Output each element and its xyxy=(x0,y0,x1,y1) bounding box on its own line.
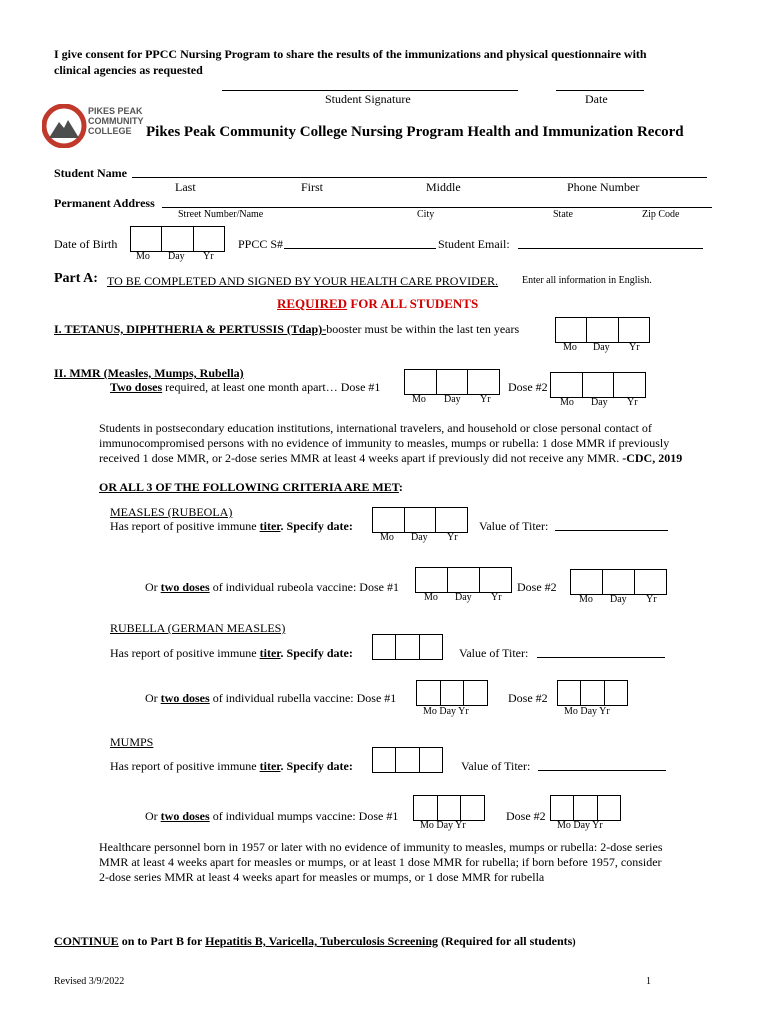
logo-line-3: COLLEGE xyxy=(88,126,132,136)
measles-value-label: Value of Titer: xyxy=(479,519,549,533)
measles-dose2-mo: Mo xyxy=(579,594,593,605)
tdap-yr: Yr xyxy=(629,342,640,353)
measles-dose2-yr: Yr xyxy=(646,594,657,605)
cdc-line-2: immunocompromised persons with no evidence of immunity to measles, mumps or rubella: 1 dose MMR if previously xyxy=(99,436,670,450)
tdap-mo: Mo xyxy=(563,342,577,353)
dob-label: Date of Birth xyxy=(54,237,118,251)
measles-dose2-label: Dose #2 xyxy=(517,580,557,594)
mumps-dose2-mdy: Mo Day Yr xyxy=(557,820,603,831)
mumps-dose1-mdy: Mo Day Yr xyxy=(420,820,466,831)
rubella-value-label: Value of Titer: xyxy=(459,646,529,660)
measles-dose2-day: Day xyxy=(610,594,627,605)
street-label: Street Number/Name xyxy=(178,209,264,220)
measles-value-field[interactable] xyxy=(555,530,668,531)
mmr-dose2-yr: Yr xyxy=(627,397,638,408)
healthcare-line-2: MMR at least 4 weeks apart for measles or mumps, or at least 1 dose MMR for rubella; if born before 1957, consider xyxy=(99,855,662,869)
rubella-dose1-boxes[interactable] xyxy=(416,680,488,706)
mumps-or-two-doses: Or two doses of individual mumps vaccine: Dose #1 xyxy=(145,809,399,823)
measles-titer-date-boxes[interactable] xyxy=(372,507,468,533)
part-a-label: Part A: xyxy=(54,271,98,286)
rubella-dose1-mdy: Mo Day Yr xyxy=(423,706,469,717)
rubella-titer-label: Has report of positive immune titer. Specify date: xyxy=(110,646,353,660)
mmr-dose2-label: Dose #2 xyxy=(508,380,548,394)
part-a-english: Enter all information in English. xyxy=(522,275,652,286)
measles-titer-label: Has report of positive immune titer. Specify date: xyxy=(110,519,353,533)
address-field[interactable] xyxy=(162,207,712,208)
mmr-heading: II. MMR (Measles, Mumps, Rubella) xyxy=(54,366,244,380)
student-name-label: Student Name xyxy=(54,166,128,180)
logo-line-2: COMMUNITY xyxy=(88,116,144,126)
rubella-or-two-doses: Or two doses of individual rubella vaccine: Dose #1 xyxy=(145,691,397,705)
dob-day: Day xyxy=(168,251,185,262)
measles-or-two-doses: Or two doses of individual rubeola vaccine: Dose #1 xyxy=(145,580,399,594)
or-all-3-criteria: OR ALL 3 OF THE FOLLOWING CRITERIA ARE MET: xyxy=(99,480,403,494)
page-number: 1 xyxy=(646,976,651,987)
rubella-heading: RUBELLA (GERMAN MEASLES) xyxy=(110,621,286,635)
mmr-dose1-boxes[interactable] xyxy=(404,369,500,395)
measles-heading: MEASLES (RUBEOLA) xyxy=(110,505,233,519)
logo-line-1: PIKES PEAK xyxy=(88,106,143,116)
logo-text xyxy=(88,106,144,136)
mumps-dose2-boxes[interactable] xyxy=(550,795,621,821)
dob-mo: Mo xyxy=(136,251,150,262)
ppcc-s-label: PPCC S# xyxy=(238,237,284,251)
mmr-two-doses: Two doses required, at least one month apart… Dose #1 xyxy=(110,380,381,394)
measles-dose1-day: Day xyxy=(455,592,472,603)
rubella-dose2-label: Dose #2 xyxy=(508,691,548,705)
mmr-dose1-day: Day xyxy=(444,394,461,405)
mumps-dose2-label: Dose #2 xyxy=(506,809,546,823)
email-label: Student Email: xyxy=(438,237,510,251)
tdap-day: Day xyxy=(593,342,610,353)
rubella-titer-date-boxes[interactable] xyxy=(372,634,443,660)
mmr-dose2-day: Day xyxy=(591,397,608,408)
mmr-dose2-mo: Mo xyxy=(560,397,574,408)
dob-yr: Yr xyxy=(203,251,214,262)
cdc-line-3: received 1 dose MMR, or 2-dose series MMR at least 4 weeks apart if previously did not receive any MMR. -CDC, 2019 xyxy=(99,451,683,465)
part-a-instruction: TO BE COMPLETED AND SIGNED BY YOUR HEALTH CARE PROVIDER. xyxy=(107,274,499,288)
city-label: City xyxy=(417,209,435,220)
permanent-address-label: Permanent Address xyxy=(54,196,155,210)
mmr-dose2-boxes[interactable] xyxy=(550,372,646,398)
date-line[interactable] xyxy=(556,90,644,91)
mmr-dose1-mo: Mo xyxy=(412,394,426,405)
last-label: Last xyxy=(175,180,196,194)
rubella-dose2-boxes[interactable] xyxy=(557,680,628,706)
revised-date: Revised 3/9/2022 xyxy=(54,976,125,987)
measles-titer-yr: Yr xyxy=(447,532,458,543)
measles-dose2-boxes[interactable] xyxy=(570,569,667,595)
phone-label: Phone Number xyxy=(567,180,640,194)
tdap-row: I. TETANUS, DIPHTHERIA & PERTUSSIS (Tdap)-booster must be within the last ten years xyxy=(54,322,520,336)
mumps-value-field[interactable] xyxy=(538,770,666,771)
zip-label: Zip Code xyxy=(642,209,680,220)
email-field[interactable] xyxy=(518,248,703,249)
measles-dose1-yr: Yr xyxy=(491,592,502,603)
state-label: State xyxy=(553,209,573,220)
consent-line-2: clinical agencies as requested xyxy=(54,63,203,77)
middle-label: Middle xyxy=(426,180,461,194)
mumps-titer-date-boxes[interactable] xyxy=(372,747,443,773)
date-label: Date xyxy=(585,92,608,106)
mumps-heading: MUMPS xyxy=(110,735,154,749)
measles-dose1-boxes[interactable] xyxy=(415,567,512,593)
healthcare-line-1: Healthcare personnel born in 1957 or later with no evidence of immunity to measles, mumps or rubella: 2-dose series xyxy=(99,840,663,854)
tdap-date-boxes[interactable] xyxy=(555,317,650,343)
ppcc-s-field[interactable] xyxy=(284,248,436,249)
consent-line-1: I give consent for PPCC Nursing Program to share the results of the immunizations and physical questionnaire with xyxy=(54,47,647,61)
signature-line[interactable] xyxy=(222,90,518,91)
rubella-value-field[interactable] xyxy=(537,657,665,658)
required-heading: REQUIRED FOR ALL STUDENTS xyxy=(277,296,479,311)
mumps-dose1-boxes[interactable] xyxy=(413,795,485,821)
cdc-line-1: Students in postsecondary education institutions, international travelers, and household or close personal contact of xyxy=(99,421,652,435)
measles-titer-mo: Mo xyxy=(380,532,394,543)
healthcare-line-3: 2-dose series MMR at least 4 weeks apart for measles or mumps, or 1 dose MMR for rubella xyxy=(99,870,545,884)
page-title: Pikes Peak Community College Nursing Program Health and Immunization Record xyxy=(146,124,684,140)
signature-label: Student Signature xyxy=(325,92,411,106)
rubella-dose2-mdy: Mo Day Yr xyxy=(564,706,610,717)
measles-titer-day: Day xyxy=(411,532,428,543)
mmr-dose1-yr: Yr xyxy=(480,394,491,405)
mumps-value-label: Value of Titer: xyxy=(461,759,531,773)
first-label: First xyxy=(301,180,324,194)
dob-date-boxes[interactable] xyxy=(130,226,225,252)
student-name-field[interactable] xyxy=(132,177,707,178)
measles-dose1-mo: Mo xyxy=(424,592,438,603)
mumps-titer-label: Has report of positive immune titer. Specify date: xyxy=(110,759,353,773)
continue-part-b: CONTINUE on to Part B for Hepatitis B, Varicella, Tuberculosis Screening (Required for all students) xyxy=(54,934,576,948)
